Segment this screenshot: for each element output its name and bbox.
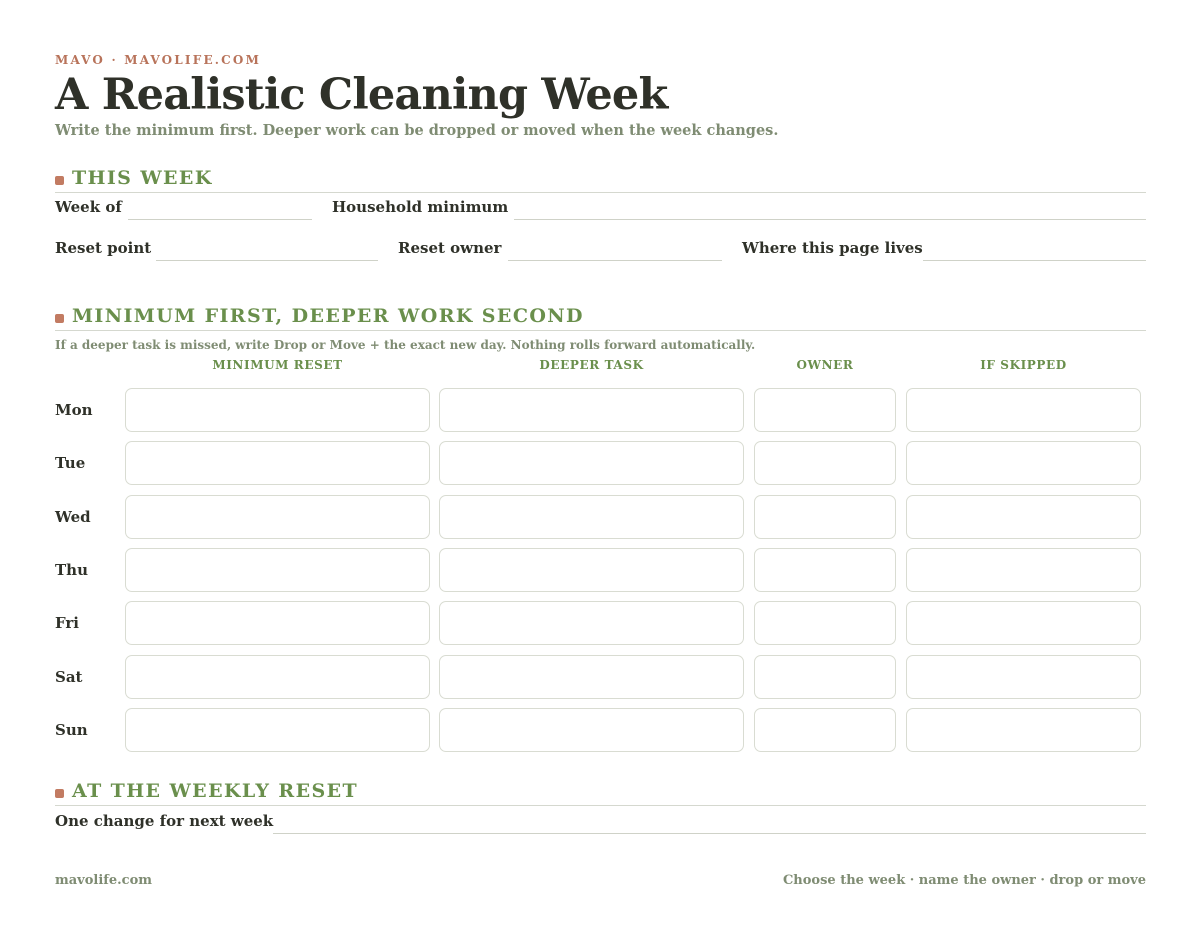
section-bullet-icon — [55, 314, 64, 323]
day-label: Sun — [55, 721, 88, 739]
day-label: Thu — [55, 561, 88, 579]
page-location-line[interactable] — [923, 260, 1146, 261]
if-skipped-cell[interactable] — [906, 708, 1141, 752]
column-header-if-skipped: IF SKIPPED — [980, 358, 1067, 372]
minimum-reset-cell[interactable] — [125, 601, 430, 645]
field-label: Week of — [55, 198, 122, 216]
field-label: Household minimum — [332, 198, 509, 216]
brand-line: MAVO · MAVOLIFE.COM — [55, 53, 262, 67]
day-row-wed — [55, 495, 1146, 539]
household-minimum-field[interactable] — [332, 198, 1146, 220]
week-of-field[interactable] — [55, 198, 312, 220]
planner-page — [55, 0, 1146, 927]
field-label: One change for next week — [55, 812, 274, 830]
section-minimum-first — [55, 305, 1146, 331]
column-header-deeper-task: DEEPER TASK — [539, 358, 644, 372]
reset-point-line[interactable] — [156, 260, 378, 261]
column-header-minimum-reset: MINIMUM RESET — [212, 358, 343, 372]
minimum-reset-cell[interactable] — [125, 548, 430, 592]
owner-cell[interactable] — [754, 548, 896, 592]
if-skipped-cell[interactable] — [906, 548, 1141, 592]
day-row-mon — [55, 388, 1146, 432]
minimum-reset-cell[interactable] — [125, 441, 430, 485]
day-row-sat — [55, 655, 1146, 699]
if-skipped-cell[interactable] — [906, 388, 1141, 432]
day-label: Sat — [55, 668, 83, 686]
reset-owner-line[interactable] — [508, 260, 722, 261]
footer-site: mavolife.com — [55, 873, 153, 888]
field-label: Reset point — [55, 239, 152, 257]
section-title: THIS WEEK — [72, 167, 213, 189]
section-title: AT THE WEEKLY RESET — [72, 780, 358, 802]
day-label: Fri — [55, 614, 79, 632]
column-header-owner: OWNER — [796, 358, 854, 372]
minimum-reset-cell[interactable] — [125, 655, 430, 699]
reset-point-field[interactable] — [55, 239, 378, 261]
deeper-task-cell[interactable] — [439, 495, 744, 539]
day-row-sun — [55, 708, 1146, 752]
owner-cell[interactable] — [754, 441, 896, 485]
section-this-week — [55, 167, 1146, 193]
page-location-field[interactable] — [742, 239, 1146, 261]
day-row-tue — [55, 441, 1146, 485]
if-skipped-cell[interactable] — [906, 601, 1141, 645]
day-row-fri — [55, 601, 1146, 645]
owner-cell[interactable] — [754, 601, 896, 645]
minimum-reset-cell[interactable] — [125, 495, 430, 539]
footer-tagline: Choose the week · name the owner · drop or move — [782, 873, 1146, 888]
owner-cell[interactable] — [754, 708, 896, 752]
section-weekly-reset — [55, 780, 1146, 806]
instruction-note: If a deeper task is missed, write Drop or Move + the exact new day. Nothing rolls forward automatically. — [55, 338, 756, 352]
household-minimum-line[interactable] — [514, 219, 1146, 220]
if-skipped-cell[interactable] — [906, 495, 1141, 539]
day-label: Tue — [55, 454, 86, 472]
section-bullet-icon — [55, 789, 64, 798]
section-bullet-icon — [55, 176, 64, 185]
deeper-task-cell[interactable] — [439, 388, 744, 432]
one-change-line[interactable] — [273, 833, 1146, 834]
page-subtitle: Write the minimum first. Deeper work can be dropped or moved when the week changes. — [55, 122, 779, 139]
field-label: Reset owner — [398, 239, 502, 257]
reset-owner-field[interactable] — [398, 239, 722, 261]
deeper-task-cell[interactable] — [439, 708, 744, 752]
deeper-task-cell[interactable] — [439, 655, 744, 699]
day-label: Wed — [55, 508, 91, 526]
deeper-task-cell[interactable] — [439, 601, 744, 645]
deeper-task-cell[interactable] — [439, 441, 744, 485]
owner-cell[interactable] — [754, 495, 896, 539]
section-title: MINIMUM FIRST, DEEPER WORK SECOND — [72, 305, 584, 327]
day-row-thu — [55, 548, 1146, 592]
deeper-task-cell[interactable] — [439, 548, 744, 592]
one-change-field[interactable] — [55, 812, 1146, 834]
minimum-reset-cell[interactable] — [125, 388, 430, 432]
minimum-reset-cell[interactable] — [125, 708, 430, 752]
field-label: Where this page lives — [742, 239, 923, 257]
day-label: Mon — [55, 401, 93, 419]
if-skipped-cell[interactable] — [906, 441, 1141, 485]
page-title: A Realistic Cleaning Week — [55, 70, 668, 120]
if-skipped-cell[interactable] — [906, 655, 1141, 699]
week-of-line[interactable] — [128, 219, 312, 220]
owner-cell[interactable] — [754, 388, 896, 432]
owner-cell[interactable] — [754, 655, 896, 699]
